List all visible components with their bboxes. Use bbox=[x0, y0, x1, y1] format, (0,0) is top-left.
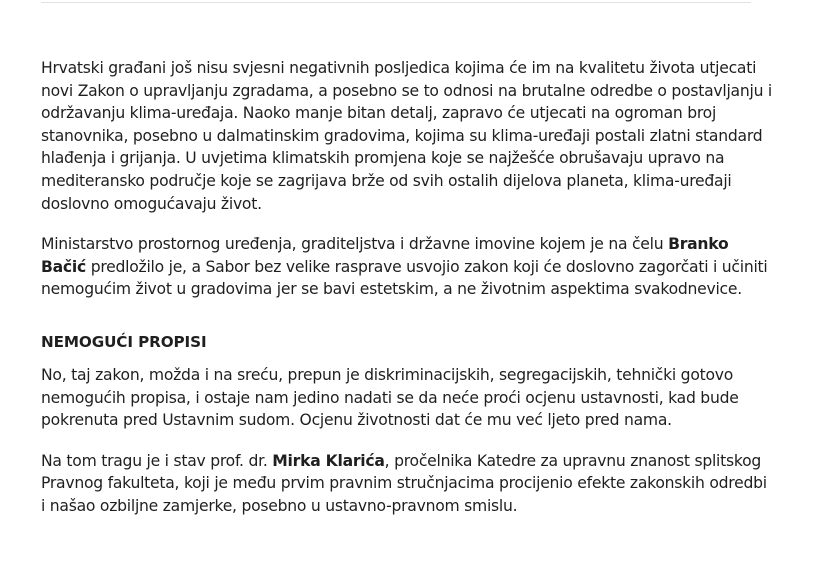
paragraph-ministry bbox=[41, 233, 768, 301]
text-line: pokrenuta pred Ustavnim sudom. Ocjenu životnosti dat će mu već ljeto pred nama. bbox=[41, 411, 672, 430]
text-segment: predložilo je, a Sabor bez velike rasprave usvojio zakon koji će doslovno zagorčati i učiniti bbox=[86, 257, 768, 276]
text-line: nemogućih propisa, i ostaje nam jedino nadati se da neće proći ocjenu ustavnosti, kad bude bbox=[41, 388, 739, 407]
text-line: Pravnog fakulteta, koji je među prvim pravnim stručnjacima procijenio efekte zakonskih odredbi bbox=[41, 474, 767, 493]
text-line: No, taj zakon, možda i na sreću, prepun je diskriminacijskih, segregacijskih, tehnički gotovo bbox=[41, 365, 734, 384]
text-line: Hrvatski građani još nisu svjesni negativnih posljedica kojima će im na kvalitetu života utjecati bbox=[41, 59, 757, 77]
text-line: nemogućim život u gradovima jer se bavi estetskim, a ne životnim aspektima svakodnevice. bbox=[41, 280, 742, 299]
text-line: mediteransko područje koje se zagrijava brže od svih ostalih dijelova planeta, klima-uređaji bbox=[41, 171, 732, 190]
text-segment: Na tom tragu je i stav prof. dr. bbox=[41, 451, 273, 470]
paragraph-professor bbox=[41, 450, 767, 518]
paragraph-law bbox=[41, 364, 757, 432]
text-line: hlađenja i grijanja. U uvjetima klimatskih promjena koje se najžešće obrušavaju upravo na bbox=[41, 149, 725, 168]
text-line: stanovnika, posebno u dalmatinskim gradovima, kojima su klima-uređaji postali zlatni standard bbox=[41, 126, 763, 145]
section-heading: NEMOGUĆI PROPISI bbox=[41, 332, 207, 351]
text-line: održavanju klima-uređaja. Naoko manje bitan detalj, zapravo će utjecati na ogroman broj bbox=[41, 104, 717, 123]
text-line bbox=[41, 233, 757, 256]
paragraph-intro bbox=[41, 57, 772, 215]
person-name-bold: Branko bbox=[668, 235, 729, 254]
text-segment: , pročelnika Katedre za upravnu znanost splitskog bbox=[384, 451, 762, 470]
article-body bbox=[41, 57, 772, 518]
top-divider bbox=[41, 2, 751, 3]
person-name-bold: Mirka Klarića bbox=[272, 451, 385, 470]
text-line bbox=[41, 256, 768, 279]
text-segment: Ministarstvo prostornog uređenja, graditeljstva i državne imovine kojem je na čelu bbox=[41, 235, 669, 254]
text-line: doslovno omogućavaju život. bbox=[41, 194, 262, 213]
person-name-bold: Bačić bbox=[41, 257, 86, 276]
text-line bbox=[41, 450, 762, 473]
text-line: novi Zakon o upravljanju zgradama, a posebno se to odnosi na brutalne odredbe o postavljanju i bbox=[41, 81, 772, 100]
text-line: i našao ozbiljne zamjerke, posebno u ustavno-pravnom smislu. bbox=[41, 496, 518, 515]
